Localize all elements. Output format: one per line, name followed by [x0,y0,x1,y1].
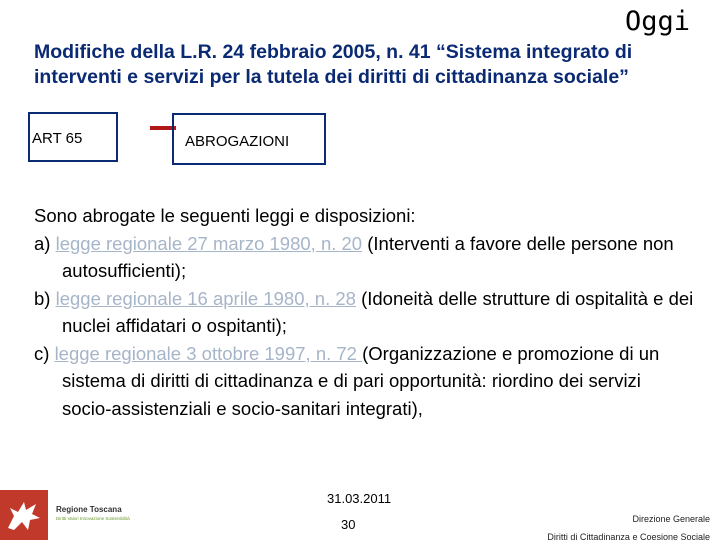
list-item [34,285,694,340]
list-item [34,230,694,285]
pegasus-logo-icon [0,490,48,540]
item-prefix: a) [34,232,56,254]
intro-line: Sono abrogate le seguenti leggi e disposizioni: [34,205,416,226]
item-text: (Idoneità delle strutture di ospitalità e dei nuclei affidatari o ospitanti); [62,287,694,336]
item-prefix: c) [34,342,55,364]
department-label [547,510,710,546]
action-box: ABROGAZIONI [172,113,326,165]
law-link[interactable]: legge regionale 16 aprile 1980, n. 28 [55,287,356,309]
law-link[interactable]: legge regionale 3 ottobre 1997, n. 72 [54,342,363,364]
page-title: Modifiche della L.R. 24 febbraio 2005, n. 41 “Sistema integrato di interventi e servizi per la tutela dei diritti di cittadinanza sociale” [34,41,633,88]
logo-name: Regione Toscana [56,505,122,514]
item-text: (Interventi a favore delle persone non autosufficienti); [62,232,674,281]
footer-date: 31.03.2011 [327,491,392,506]
item-text: (Organizzazione e promozione di un sistema di diritti di cittadinanza e di pari opportunità: riordino dei servizi socio-assistenziali e socio-sanitari integrati), [62,342,660,419]
department-line-1: Direzione Generale [632,514,710,524]
item-prefix: b) [34,287,56,309]
page-number: 30 [341,517,356,532]
list-item [34,340,694,423]
article-box: ART 65 [28,112,118,162]
corner-label: Oggi [624,6,690,37]
law-link[interactable]: legge regionale 27 marzo 1980, n. 20 [55,232,363,254]
body-text [34,202,694,422]
department-line-2: Diritti di Cittadinanza e Coesione Sociale [547,532,710,542]
logo-tagline: Diritti Valori Innovazione Sostenibilità [56,516,130,521]
